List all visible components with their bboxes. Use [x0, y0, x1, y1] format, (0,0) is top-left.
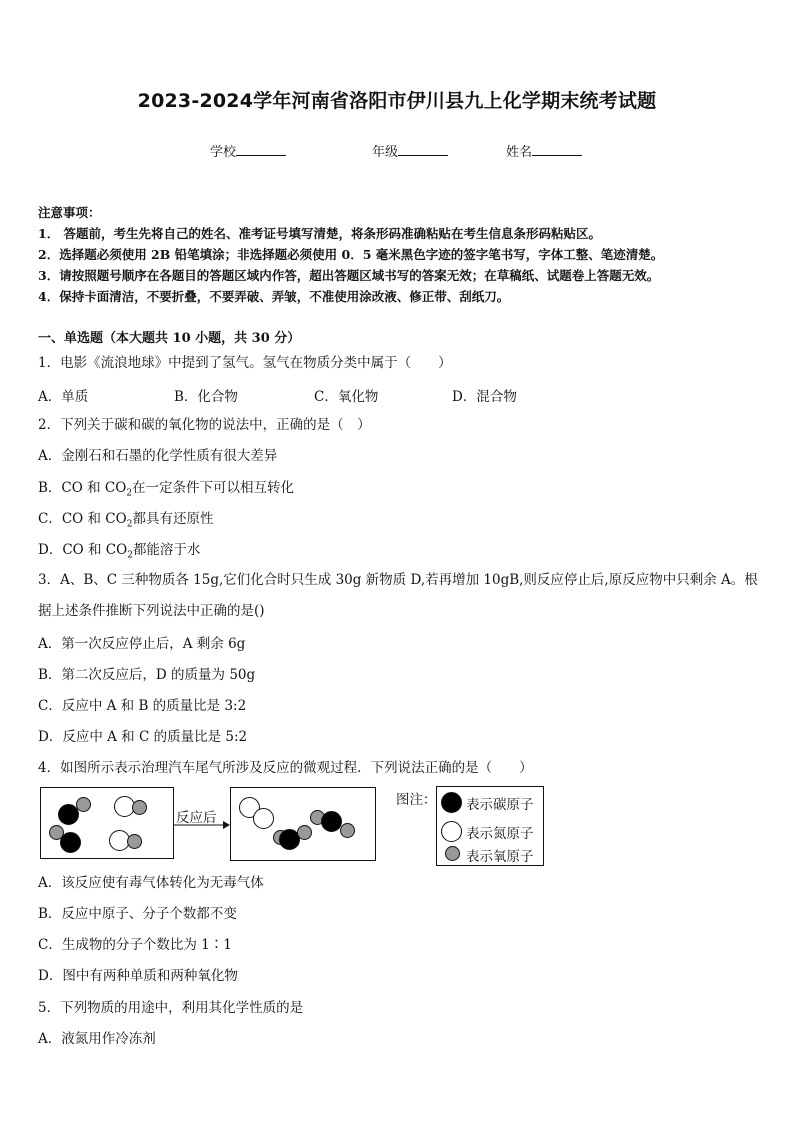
oxygen-atom: [445, 846, 460, 861]
q2-option-c-sub: 2: [126, 519, 133, 530]
notes-item: 3．请按照题号顺序在各题目的答题区域内作答，超出答题区域书写的答案无效；在草稿纸、试题卷上答题无效。: [38, 268, 660, 283]
oxygen-atom: [340, 823, 355, 838]
nitrogen-atom: [441, 821, 462, 842]
q2-option-c-rest: 都具有还原性: [132, 511, 214, 527]
q4-stem: 4．如图所示表示治理汽车尾气所涉及反应的微观过程．下列说法正确的是（ ）: [38, 760, 533, 776]
student-info-row: [0, 141, 794, 161]
q2-option-b-rest: 在一定条件下可以相互转化: [132, 480, 295, 496]
q2-option-b-text: B．CO 和 CO: [38, 480, 127, 496]
q3-option-a: A．第一次反应停止后，A 剩余 6g: [38, 636, 246, 652]
name-field: [506, 141, 582, 160]
q3-option-b: B．第二次反应后，D 的质量为 50g: [38, 667, 256, 683]
legend-carbon: 表示碳原子: [466, 797, 534, 813]
arrow-label: 反应后: [176, 810, 217, 826]
notes-heading: 注意事项：: [38, 205, 101, 220]
nitrogen-atom: [253, 808, 274, 829]
reaction-figure: [40, 786, 550, 864]
q2-option-b: [38, 479, 294, 503]
oxygen-atom: [132, 800, 147, 815]
carbon-atom: [58, 804, 79, 825]
legend-nitrogen: 表示氮原子: [466, 826, 534, 842]
legend-title: 图注：: [396, 792, 437, 808]
legend-oxygen: 表示氧原子: [466, 849, 534, 865]
exam-title: 2023-2024学年河南省洛阳市伊川县九上化学期末统考试题: [137, 90, 657, 112]
grade-field: [372, 141, 448, 160]
products-box: [230, 787, 376, 861]
q2-option-d-text: D．CO 和 CO: [38, 542, 128, 558]
arrow-icon: [173, 820, 231, 830]
section-heading: 一、单选题（本大题共 10 小题，共 30 分）: [38, 331, 301, 346]
school-blank: [236, 142, 286, 156]
name-blank: [532, 142, 582, 156]
q4-option-c: C．生成物的分子个数比为 1∶1: [38, 937, 232, 953]
legend-box: [436, 786, 544, 866]
oxygen-atom: [297, 825, 312, 840]
q1-stem: 1．电影《流浪地球》中提到了氢气。氢气在物质分类中属于（ ）: [38, 355, 452, 371]
q1-option-a: A．单质: [38, 389, 89, 405]
q2-option-c: [38, 510, 213, 534]
q3-option-d: D．反应中 A 和 C 的质量比是 5:2: [38, 729, 248, 745]
q4-option-d: D．图中有两种单质和两种氧化物: [38, 968, 238, 984]
q2-option-d-sub: 2: [127, 550, 133, 561]
q4-option-a: A．该反应使有毒气体转化为无毒气体: [38, 875, 264, 891]
exam-notes: [38, 202, 758, 307]
carbon-atom: [60, 832, 81, 853]
q5-option-a: A．液氮用作冷冻剂: [38, 1031, 156, 1047]
q3-option-c: C．反应中 A 和 B 的质量比是 3:2: [38, 698, 247, 714]
q1-option-c: C．氧化物: [314, 389, 379, 405]
notes-item: 1． 答题前，考生先将自己的姓名、准考证号填写清楚，将条形码准确粘贴在考生信息条形码粘贴区。: [38, 226, 602, 241]
reactants-box: [40, 787, 174, 859]
grade-label: 年级: [372, 145, 399, 160]
name-label: 姓名: [506, 145, 533, 160]
q2-option-a: A．金刚石和石墨的化学性质有很大差异: [38, 448, 278, 464]
oxygen-atom: [127, 834, 142, 849]
carbon-atom: [321, 811, 342, 832]
school-label: 学校: [210, 145, 237, 160]
q2-option-d-rest: 都能溶于水: [132, 542, 201, 558]
q1-option-b: B．化合物: [174, 389, 238, 405]
carbon-atom: [441, 792, 462, 813]
q1-option-d: D．混合物: [452, 389, 517, 405]
school-field: [210, 141, 286, 160]
grade-blank: [398, 142, 448, 156]
q2-option-d: [38, 541, 200, 565]
notes-item: 2．选择题必须使用 2B 铅笔填涂；非选择题必须使用 0．5 毫米黑色字迹的签字笔书写，字体工整、笔迹清楚。: [38, 247, 664, 262]
q5-stem: 5．下列物质的用途中，利用其化学性质的是: [38, 1000, 304, 1016]
q2-stem: 2．下列关于碳和碳的氧化物的说法中，正确的是（ ）: [38, 417, 371, 433]
notes-item: 4．保持卡面清洁，不要折叠，不要弄破、弄皱，不准使用涂改液、修正带、刮纸刀。: [38, 289, 510, 304]
q2-option-c-text: C．CO 和 CO: [38, 511, 127, 527]
q4-option-b: B．反应中原子、分子个数都不变: [38, 906, 237, 922]
q2-option-b-sub: 2: [126, 488, 133, 499]
q3-stem: 3．A、B、C 三种物质各 15g,它们化合时只生成 30g 新物质 D,若再增加 10gB,则反应停止后,原反应物中只剩余 A。根据上述条件推断下列说法中正确的是(): [38, 572, 758, 619]
